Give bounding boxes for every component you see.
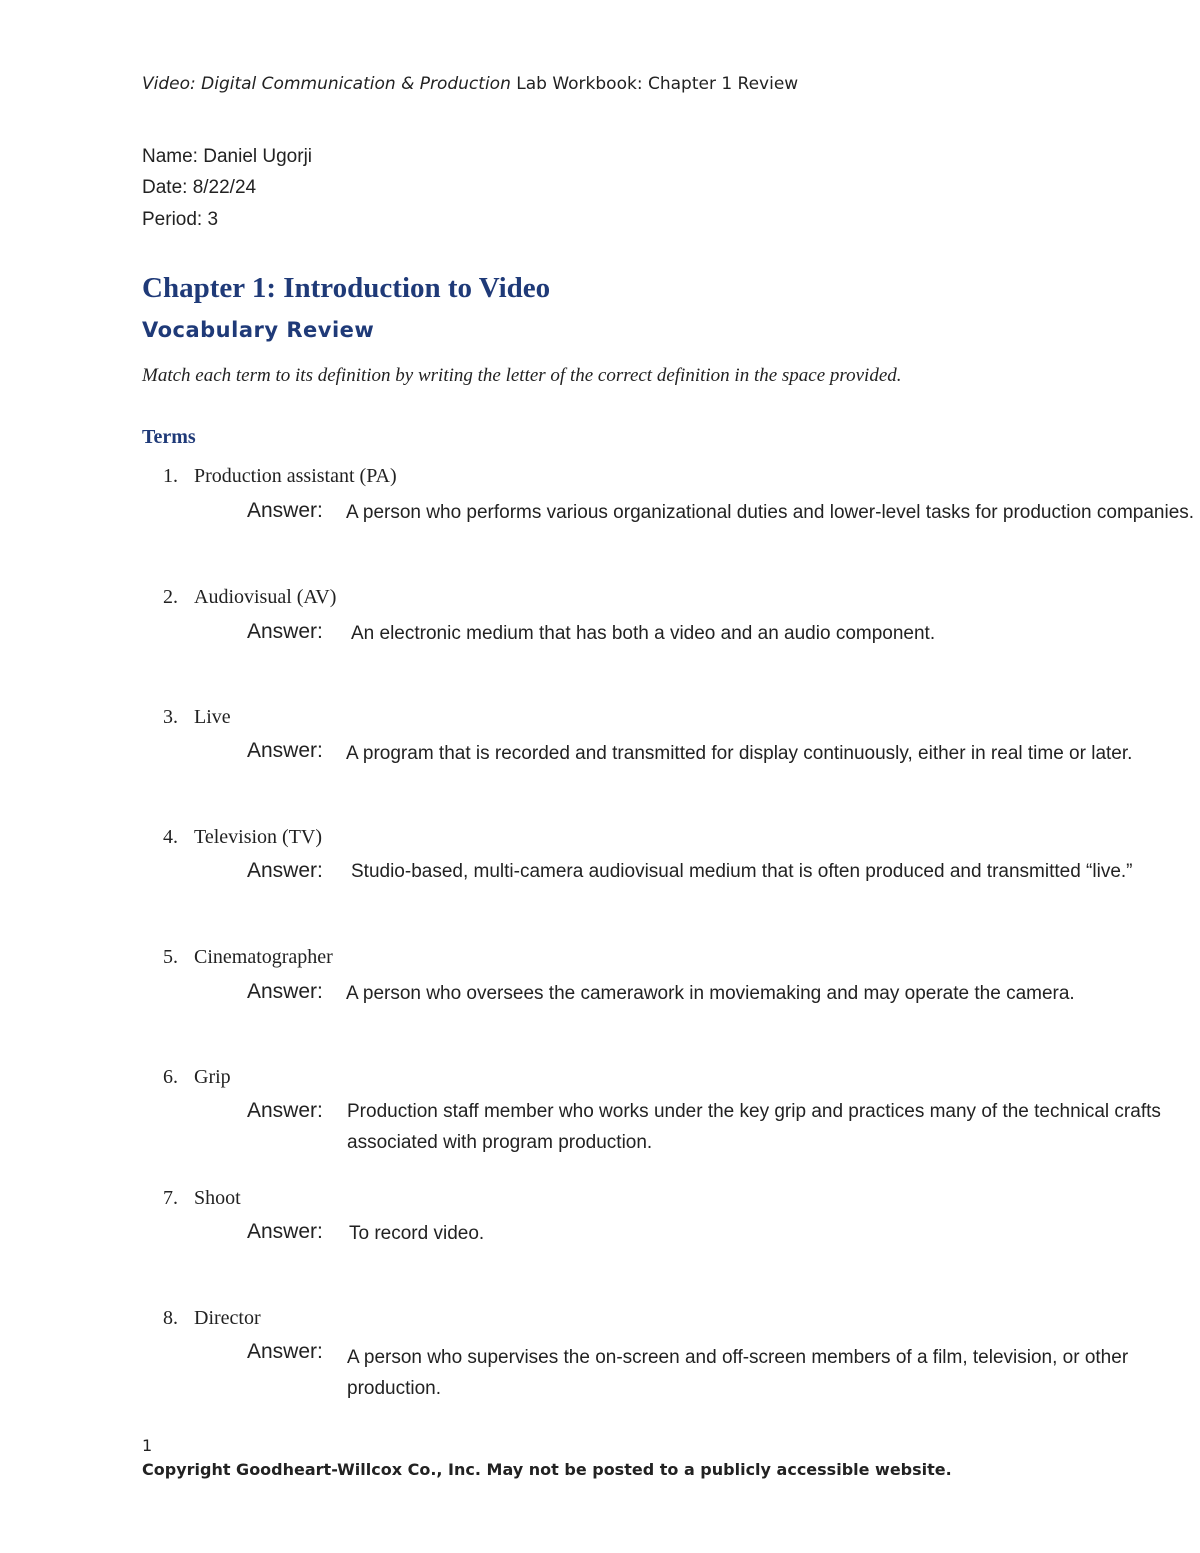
answer-text: A person who performs various organizational duties and lower-level tasks for production companies. xyxy=(346,502,1195,523)
term-item xyxy=(142,826,322,849)
term-item xyxy=(142,1066,231,1089)
term-name: Live xyxy=(194,706,231,728)
term-number: 4. xyxy=(163,826,178,848)
header-book-title: Video: Digital Communication & Production xyxy=(142,74,511,94)
terms-heading: Terms xyxy=(142,426,196,448)
answer-label: Answer: xyxy=(247,1340,323,1363)
term-name: Shoot xyxy=(194,1187,241,1209)
term-number: 1. xyxy=(163,465,178,487)
answer-label: Answer: xyxy=(247,859,323,882)
answer-label: Answer: xyxy=(247,1220,323,1243)
student-name: Name: Daniel Ugorji xyxy=(142,146,313,167)
term-name: Production assistant (PA) xyxy=(194,465,397,487)
answer-text: Studio-based, multi-camera audiovisual medium that is often produced and transmitted “live.” xyxy=(351,861,1133,882)
term-item xyxy=(142,465,397,488)
term-item xyxy=(142,946,333,969)
answer-text: To record video. xyxy=(349,1223,485,1244)
date-line: Date: 8/22/24 xyxy=(142,177,257,198)
term-number: 3. xyxy=(163,706,178,728)
answer-text: An electronic medium that has both a video and an audio component. xyxy=(351,623,936,644)
term-item xyxy=(142,1307,261,1330)
period-line: Period: 3 xyxy=(142,209,219,230)
answer-text: A program that is recorded and transmitted for display continuously, either in real time or later. xyxy=(346,743,1133,764)
term-name: Television (TV) xyxy=(194,826,323,848)
answer-label: Answer: xyxy=(247,1099,323,1122)
page-number: 1 xyxy=(142,1436,153,1455)
term-item xyxy=(142,706,231,729)
chapter-title: Chapter 1: Introduction to Video xyxy=(142,272,551,304)
answer-text: A person who supervises the on-screen and off-screen members of a film, television, or other production. xyxy=(347,1347,1129,1399)
term-item xyxy=(142,1187,241,1210)
header-subtitle: Lab Workbook: Chapter 1 Review xyxy=(510,74,799,94)
term-name: Cinematographer xyxy=(194,946,333,968)
term-name: Grip xyxy=(194,1066,231,1088)
term-number: 8. xyxy=(163,1307,178,1329)
term-number: 7. xyxy=(163,1187,178,1209)
term-number: 2. xyxy=(163,586,178,608)
term-number: 5. xyxy=(163,946,178,968)
section-title: Vocabulary Review xyxy=(142,318,375,342)
answer-text: Production staff member who works under the key grip and practices many of the technical crafts associated with program production. xyxy=(347,1101,1161,1153)
copyright-notice: Copyright Goodheart-Willcox Co., Inc. May not be posted to a publicly accessible website. xyxy=(142,1460,952,1479)
term-name: Audiovisual (AV) xyxy=(194,586,337,608)
answer-text: A person who oversees the camerawork in moviemaking and may operate the camera. xyxy=(346,983,1075,1004)
answer-label: Answer: xyxy=(247,499,323,522)
answer-label: Answer: xyxy=(247,980,323,1003)
term-number: 6. xyxy=(163,1066,178,1088)
term-name: Director xyxy=(194,1307,261,1329)
answer-label: Answer: xyxy=(247,620,323,643)
page-header xyxy=(142,74,798,94)
instructions: Match each term to its definition by writing the letter of the correct definition in the space provided. xyxy=(142,365,902,386)
term-item xyxy=(142,586,336,609)
answer-label: Answer: xyxy=(247,739,323,762)
